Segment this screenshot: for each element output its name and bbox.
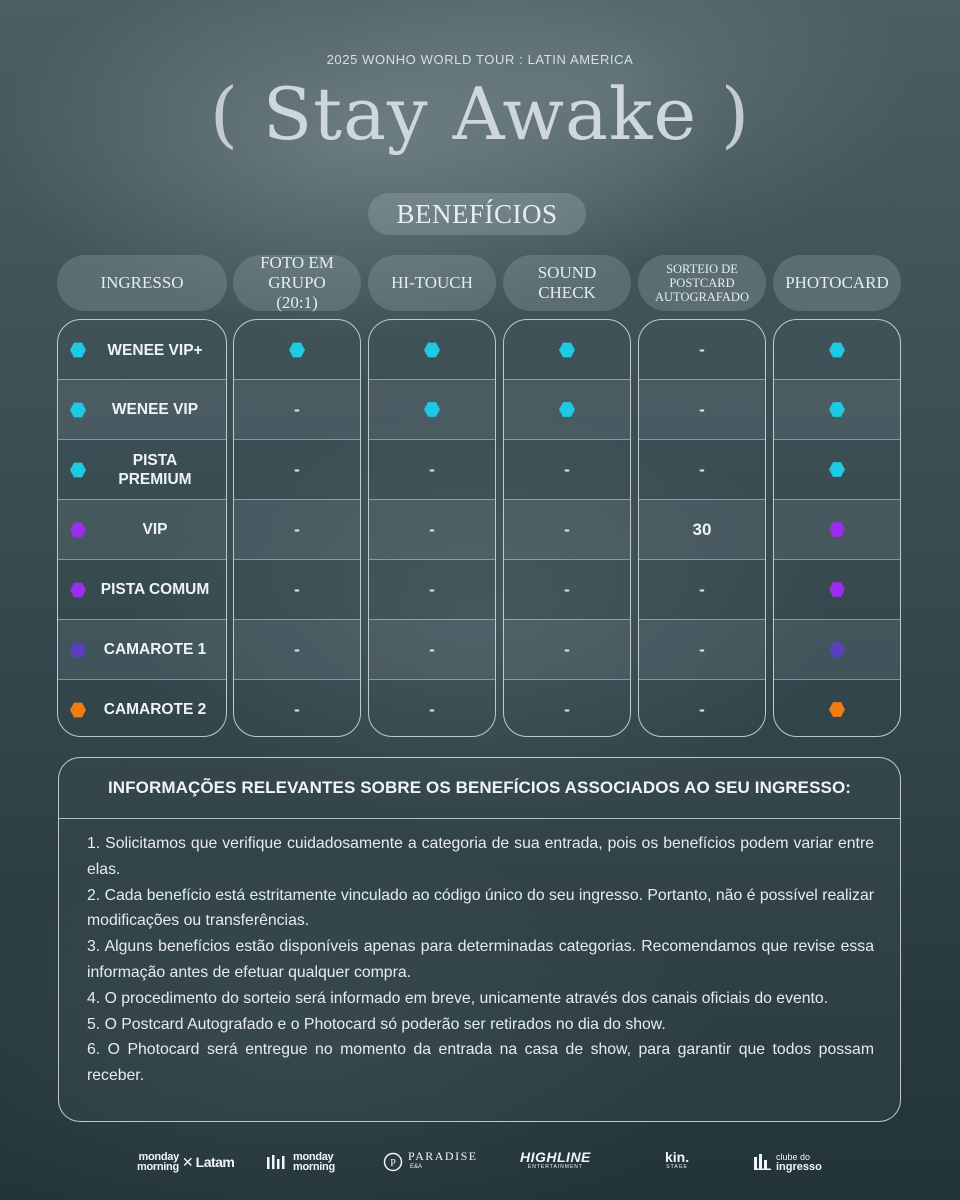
title-close-paren: ): [721, 72, 751, 156]
table-row: [369, 499, 495, 559]
benefit-included-icon: [829, 702, 845, 718]
table-row: [58, 320, 226, 380]
ticket-marker-icon: [70, 702, 86, 718]
table-row: [639, 379, 765, 439]
benefit-included-icon: [559, 342, 575, 358]
benefit-included-icon: [829, 522, 845, 538]
mm-line2: morning: [293, 1161, 335, 1173]
highline-sub: ENTERTAINMENT: [527, 1164, 583, 1170]
benefit-not-included: -: [699, 399, 705, 419]
mm-latam-suffix: Latam: [195, 1154, 235, 1170]
sponsor-logos: [0, 1142, 960, 1182]
table-row: [58, 679, 226, 737]
table-row: [774, 619, 900, 679]
benefit-included-icon: [829, 582, 845, 598]
table-row: [639, 679, 765, 737]
paradise-circle-icon: [383, 1152, 403, 1172]
benefit-included-icon: [424, 402, 440, 418]
benefit-included-icon: [829, 642, 845, 658]
paradise-name: PARADISE: [408, 1149, 478, 1163]
title-text: Stay Awake: [262, 72, 698, 156]
table-row: [369, 379, 495, 439]
mm-latam-line2: morning: [137, 1161, 179, 1173]
benefit-not-included: -: [699, 579, 705, 599]
table-row: [369, 679, 495, 737]
benefit-not-included: -: [429, 519, 435, 539]
benefit-not-included: -: [564, 519, 570, 539]
info-box: [58, 757, 901, 1122]
ticket-marker-icon: [70, 342, 86, 358]
table-row: [58, 499, 226, 559]
bars-icon: [267, 1154, 287, 1170]
benefit-not-included: -: [429, 579, 435, 599]
benefit-not-included: -: [429, 459, 435, 479]
table-row: [639, 439, 765, 499]
benefit-included-icon: [829, 342, 845, 358]
benefit-not-included: -: [294, 459, 300, 479]
tour-title: [0, 72, 960, 156]
info-item: 3. Alguns benefícios estão disponíveis apenas para determinadas categorias. Recomendamos que revise essa informação antes de efetuar qualquer compra.: [87, 938, 874, 981]
table-row: [639, 619, 765, 679]
soundcheck-column: [503, 319, 631, 737]
ticket-name: WENEE VIP: [111, 401, 199, 418]
table-row: [504, 679, 630, 737]
ticket-name: WENEE VIP+: [107, 341, 203, 359]
table-row: [234, 499, 360, 559]
monday-morning-logo: [267, 1142, 335, 1182]
info-item: 4. O procedimento do sorteio será informado em breve, unicamente através dos canais oficiais do evento.: [87, 989, 829, 1007]
benefit-not-included: -: [294, 519, 300, 539]
clube-line1: clube do: [776, 1152, 811, 1162]
foto-column: [233, 319, 361, 737]
col-header-photocard: PHOTOCARD: [773, 255, 901, 311]
ticket-name: CAMAROTE 2: [103, 701, 207, 718]
table-row: [234, 559, 360, 619]
table-row: [774, 320, 900, 380]
ticket-name: CAMAROTE 1: [103, 641, 207, 658]
table-row: [504, 439, 630, 499]
col-header-soundcheck: SOUND CHECK: [503, 255, 631, 311]
benefit-not-included: -: [564, 699, 570, 719]
monday-morning-latam-logo: [137, 1142, 234, 1182]
ticket-marker-icon: [70, 462, 86, 478]
table-row: [504, 320, 630, 380]
table-row: [504, 619, 630, 679]
benefit-not-included: -: [294, 639, 300, 659]
mm-latam-line1: monday: [138, 1151, 179, 1163]
kin-logo: [665, 1142, 689, 1182]
tour-subtitle: 2025 WONHO WORLD TOUR : LATIN AMERICA: [326, 52, 634, 67]
table-row: [774, 679, 900, 737]
section-label: BENEFÍCIOS: [368, 193, 586, 235]
table-row: [234, 320, 360, 380]
table-row: [369, 439, 495, 499]
photocard-column: [773, 319, 901, 737]
benefit-not-included: -: [294, 699, 300, 719]
ticket-marker-icon: [70, 642, 86, 658]
col-header-foto: FOTO EM GRUPO (20:1): [233, 255, 361, 311]
col-header-hitouch: HI-TOUCH: [368, 255, 496, 311]
ticket-name: VIP: [142, 521, 168, 538]
benefit-included-icon: [829, 402, 845, 418]
highline-name: HIGHLINE: [520, 1149, 591, 1165]
table-row: [639, 499, 765, 559]
highline-logo: [520, 1142, 591, 1182]
table-row: [369, 619, 495, 679]
benefit-not-included: -: [699, 340, 705, 359]
svg-text:P: P: [390, 1158, 396, 1169]
benefit-not-included: -: [564, 639, 570, 659]
table-row: [58, 619, 226, 679]
table-row: [369, 320, 495, 380]
info-item: 1. Solicitamos que verifique cuidadosamente a categoria de sua entrada, pois os benefícios podem variar entre elas.: [87, 835, 874, 878]
sorteio-column: [638, 319, 766, 737]
info-item: 5. O Postcard Autografado e o Photocard só poderão ser retirados no dia do show.: [87, 1015, 666, 1033]
benefit-included-icon: [289, 342, 305, 358]
table-row: [774, 379, 900, 439]
table-row: [639, 320, 765, 380]
table-row: [58, 439, 226, 499]
benefit-not-included: -: [564, 459, 570, 479]
benefit-value: 30: [692, 519, 712, 539]
info-item: 2. Cada benefício está estritamente vinculado ao código único do seu ingresso. Portanto, não é possível realizar modificações ou transferências.: [87, 886, 874, 930]
benefit-not-included: -: [564, 579, 570, 599]
benefit-included-icon: [829, 462, 845, 478]
table-row: [234, 379, 360, 439]
benefit-not-included: -: [699, 459, 705, 479]
benefit-not-included: -: [294, 579, 300, 599]
clube-ingresso-logo: [754, 1142, 822, 1182]
paradise-sub: E&A: [410, 1164, 423, 1170]
table-row: [774, 439, 900, 499]
ticket-marker-icon: [70, 402, 86, 418]
table-row: [58, 379, 226, 439]
benefit-included-icon: [559, 402, 575, 418]
col-header-sorteio: SORTEIO DE POSTCARD AUTOGRAFADO: [638, 255, 766, 311]
info-body: [59, 819, 900, 1089]
table-row: [234, 439, 360, 499]
table-row: [774, 499, 900, 559]
ticket-name: PISTA COMUM: [100, 581, 210, 598]
table-row: [504, 559, 630, 619]
col-header-ingresso: INGRESSO: [57, 255, 227, 311]
benefit-not-included: -: [294, 399, 300, 419]
info-item: 6. O Photocard será entregue no momento da entrada na casa de show, para garantir que todos possam receber.: [87, 1041, 874, 1085]
x-glyph: ✕: [181, 1153, 194, 1170]
table-row: [774, 559, 900, 619]
table-row: [504, 499, 630, 559]
benefit-not-included: -: [699, 699, 705, 719]
benefit-not-included: -: [429, 699, 435, 719]
kin-sub: STAGE: [666, 1164, 688, 1170]
benefit-not-included: -: [699, 639, 705, 659]
benefit-included-icon: [424, 342, 440, 358]
table-row: [639, 559, 765, 619]
hitouch-column: [368, 319, 496, 737]
table-row: [234, 619, 360, 679]
kin-name: kin.: [665, 1149, 690, 1165]
table-row: [504, 379, 630, 439]
ticket-column: [57, 319, 227, 737]
ticket-marker-icon: [70, 582, 86, 598]
ticket-name: PISTA PREMIUM: [118, 451, 192, 488]
benefit-not-included: -: [429, 639, 435, 659]
info-title: INFORMAÇÕES RELEVANTES SOBRE OS BENEFÍCIOS ASSOCIADOS AO SEU INGRESSO:: [59, 758, 900, 819]
paradise-logo: [383, 1142, 478, 1182]
mm-line1: monday: [293, 1151, 334, 1163]
title-open-paren: (: [209, 72, 239, 156]
table-row: [234, 679, 360, 737]
clube-bars-icon: [754, 1153, 772, 1171]
clube-line2: ingresso: [776, 1161, 822, 1173]
ticket-marker-icon: [70, 522, 86, 538]
table-row: [58, 559, 226, 619]
table-row: [369, 559, 495, 619]
